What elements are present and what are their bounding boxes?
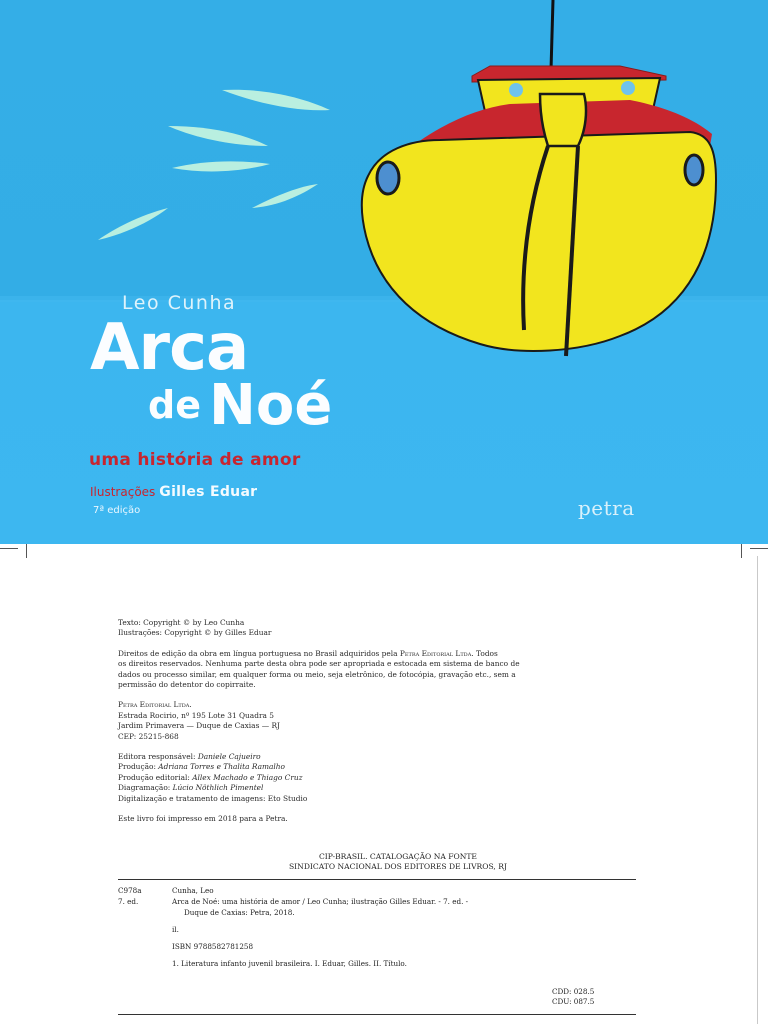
crop-mark: [0, 548, 18, 549]
address-line: Estrada Rocirio, nº 195 Lote 31 Quadra 5: [118, 710, 274, 720]
cip-rule-bottom: [118, 1014, 636, 1015]
isbn: ISBN 9788582781258: [172, 942, 254, 951]
credit-layout: Diagramação: Lúcio Nöthlich Pimentel: [118, 783, 264, 793]
address-line: Jardim Primavera — Duque de Caxias — RJ: [118, 721, 280, 731]
cover-illustrator: [90, 484, 257, 500]
crop-mark: [26, 544, 27, 558]
cover-author: Leo Cunha: [122, 292, 237, 314]
rights-paragraph: Direitos de edição da obra em língua portuguesa no Brasil adquiridos pela Petra Editorial Ltda. Todos os direitos reservados. Nenhuma parte desta obra pode ser apropriada e estocada em sistema de banco de dados ou processo similar, em qualquer forma ou meio, seja eletrônico, de fotocópia, gravação etc., sem a permissão do detentor do copirraite.: [118, 648, 520, 690]
wind-strokes-icon: [98, 90, 330, 240]
crop-mark: [750, 548, 768, 549]
credit-digital: Digitalização e tratamento de imagens: Eto Studio: [118, 793, 308, 803]
cover-edition: 7ª edição: [93, 505, 141, 516]
cdu-code: CDU: 087.5: [552, 997, 595, 1006]
copyright-block: [118, 618, 678, 825]
illustrator-name: Gilles Eduar: [159, 484, 258, 500]
credit-production: Produção: Adriana Torres e Thalita Ramalho: [118, 762, 285, 772]
cip-rule-top: [118, 879, 636, 880]
copyright-illustrations: Ilustrações: Copyright © by Gilles Eduar: [118, 628, 272, 638]
boat-icon: [362, 66, 716, 356]
printing-note: Este livro foi impresso em 2018 para a Petra.: [118, 814, 288, 824]
cip-header-line1: CIP-BRASIL. CATALOGAÇÃO NA FONTE: [319, 852, 477, 861]
page-edge: [757, 556, 758, 1024]
cover-title-noe: Noé: [208, 373, 333, 438]
cover-title-de: de: [148, 383, 201, 427]
publisher-name: Petra Editorial Ltda.: [118, 700, 192, 710]
illustrations-label: Ilustrações: [90, 485, 156, 499]
cip-header-line2: SINDICATO NACIONAL DOS EDITORES DE LIVROS, RJ: [288, 862, 508, 871]
cip-call-number: C978a 7. ed.: [118, 886, 142, 906]
subjects: 1. Literatura infanto juvenil brasileira. I. Eduar, Gilles. II. Título.: [172, 959, 407, 968]
cip-header: [118, 852, 678, 872]
cip-classification: [552, 987, 594, 1007]
cover-subtitle: uma história de amor: [89, 450, 301, 470]
rope: [551, 0, 553, 70]
cover-publisher-logo: petra: [578, 496, 635, 520]
address-line: CEP: 25215-868: [118, 731, 179, 741]
cover-title-line2: [148, 373, 333, 438]
cover-title-line1: Arca: [90, 311, 249, 385]
cdd-code: CDD: 028.5: [552, 987, 595, 996]
credit-editor: Editora responsável: Daniele Cajueiro: [118, 752, 261, 762]
crop-mark: [741, 544, 742, 558]
copyright-text: Texto: Copyright © by Leo Cunha: [118, 618, 245, 627]
credit-editorial: Produção editorial: Allex Machado e Thiago Cruz: [118, 772, 303, 782]
cip-entry: Cunha, Leo Arca de Noé: uma história de amor / Leo Cunha; ilustração Gilles Eduar. - 7. ed. - Duque de Caxias: Petra, 2018. il. ISBN 9788582781258 1. Literatura infanto juvenil brasileira. I. Eduar, Gilles. II. Título.: [172, 885, 602, 969]
